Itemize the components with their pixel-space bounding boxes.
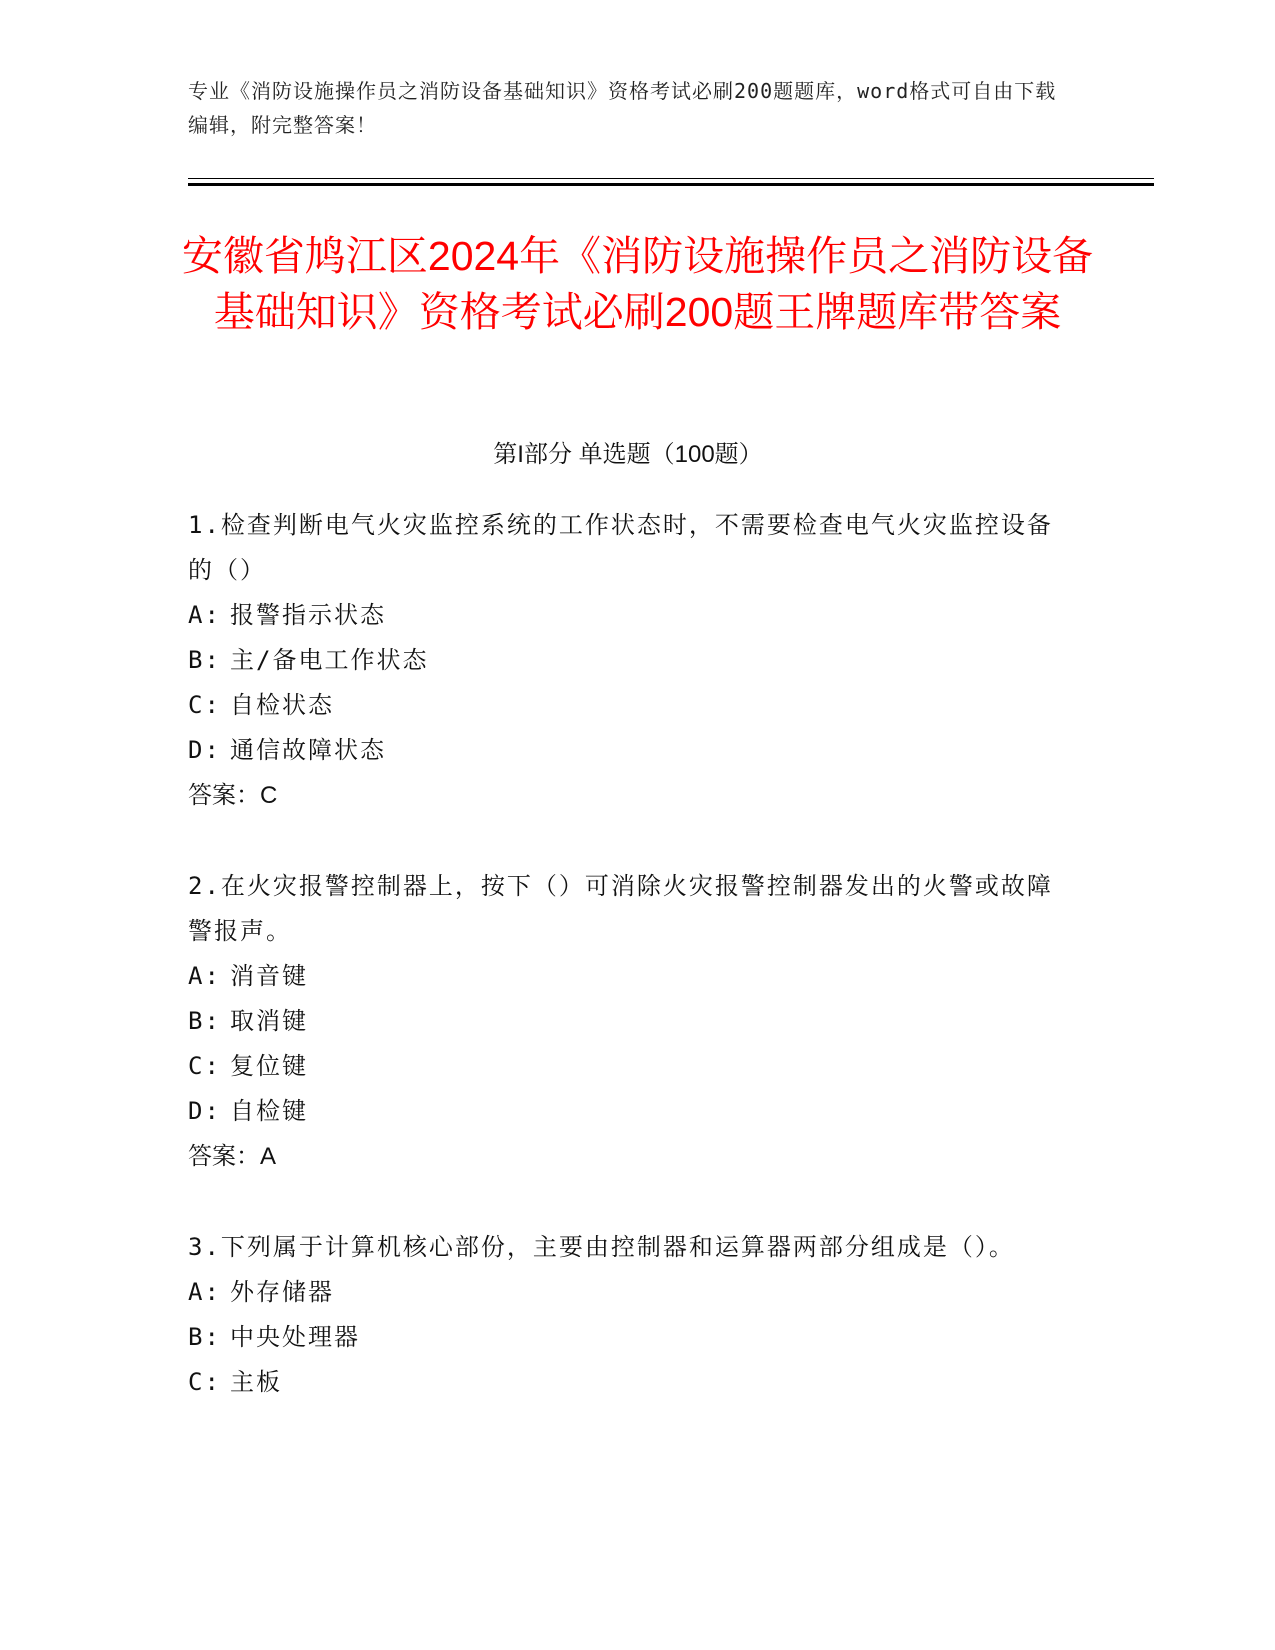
option-key: C: [188, 691, 221, 719]
question-stem: 2.在火灾报警控制器上，按下（）可消除火灾报警控制器发出的火警或故障警报声。 [188, 872, 1053, 945]
question-3 [188, 1225, 1068, 1405]
option-a [188, 593, 1068, 638]
option-c [188, 683, 1068, 728]
intro-text: 专业《消防设施操作员之消防设备基础知识》资格考试必刷200题题库，word格式可自由下载编辑，附完整答案！ [188, 79, 1057, 137]
answer-line: 答案：C [188, 782, 278, 809]
option-key: C: [188, 1052, 221, 1080]
option-key: B: [188, 646, 221, 674]
option-text: 自检键 [230, 1097, 308, 1125]
option-text: 外存储器 [230, 1278, 334, 1306]
option-b [188, 999, 1068, 1044]
option-c [188, 1360, 1068, 1405]
question-1 [188, 503, 1068, 818]
option-text: 复位键 [230, 1052, 308, 1080]
option-key: A: [188, 1278, 221, 1306]
option-b [188, 638, 1068, 683]
header-divider-thin [188, 178, 1154, 179]
option-key: A: [188, 601, 221, 629]
document-title: 安徽省鸠江区2024年《消防设施操作员之消防设备基础知识》资格考试必刷200题王牌题库带答案 [181, 233, 1094, 335]
option-text: 自检状态 [230, 691, 334, 719]
option-text: 消音键 [230, 962, 308, 990]
option-key: A: [188, 962, 221, 990]
option-key: B: [188, 1323, 221, 1351]
option-a [188, 954, 1068, 999]
option-d [188, 1089, 1068, 1134]
option-a [188, 1270, 1068, 1315]
option-text: 报警指示状态 [230, 601, 386, 629]
question-stem: 1.检查判断电气火灾监控系统的工作状态时，不需要检查电气火灾监控设备的（） [188, 511, 1053, 584]
option-text: 通信故障状态 [230, 736, 386, 764]
option-key: B: [188, 1007, 221, 1035]
option-c [188, 1044, 1068, 1089]
option-text: 中央处理器 [230, 1323, 360, 1351]
option-key: D: [188, 736, 221, 764]
section-title: 第I部分 单选题（100题） [493, 441, 763, 468]
option-text: 主/备电工作状态 [230, 646, 429, 674]
answer-line: 答案：A [188, 1143, 277, 1170]
option-key: D: [188, 1097, 221, 1125]
option-b [188, 1315, 1068, 1360]
header-divider-thick [188, 183, 1154, 186]
option-d [188, 728, 1068, 773]
option-text: 取消键 [230, 1007, 308, 1035]
option-key: C: [188, 1368, 221, 1396]
option-text: 主板 [230, 1368, 282, 1396]
question-2 [188, 864, 1068, 1179]
question-stem: 3.下列属于计算机核心部份，主要由控制器和运算器两部分组成是（）。 [188, 1233, 1015, 1261]
